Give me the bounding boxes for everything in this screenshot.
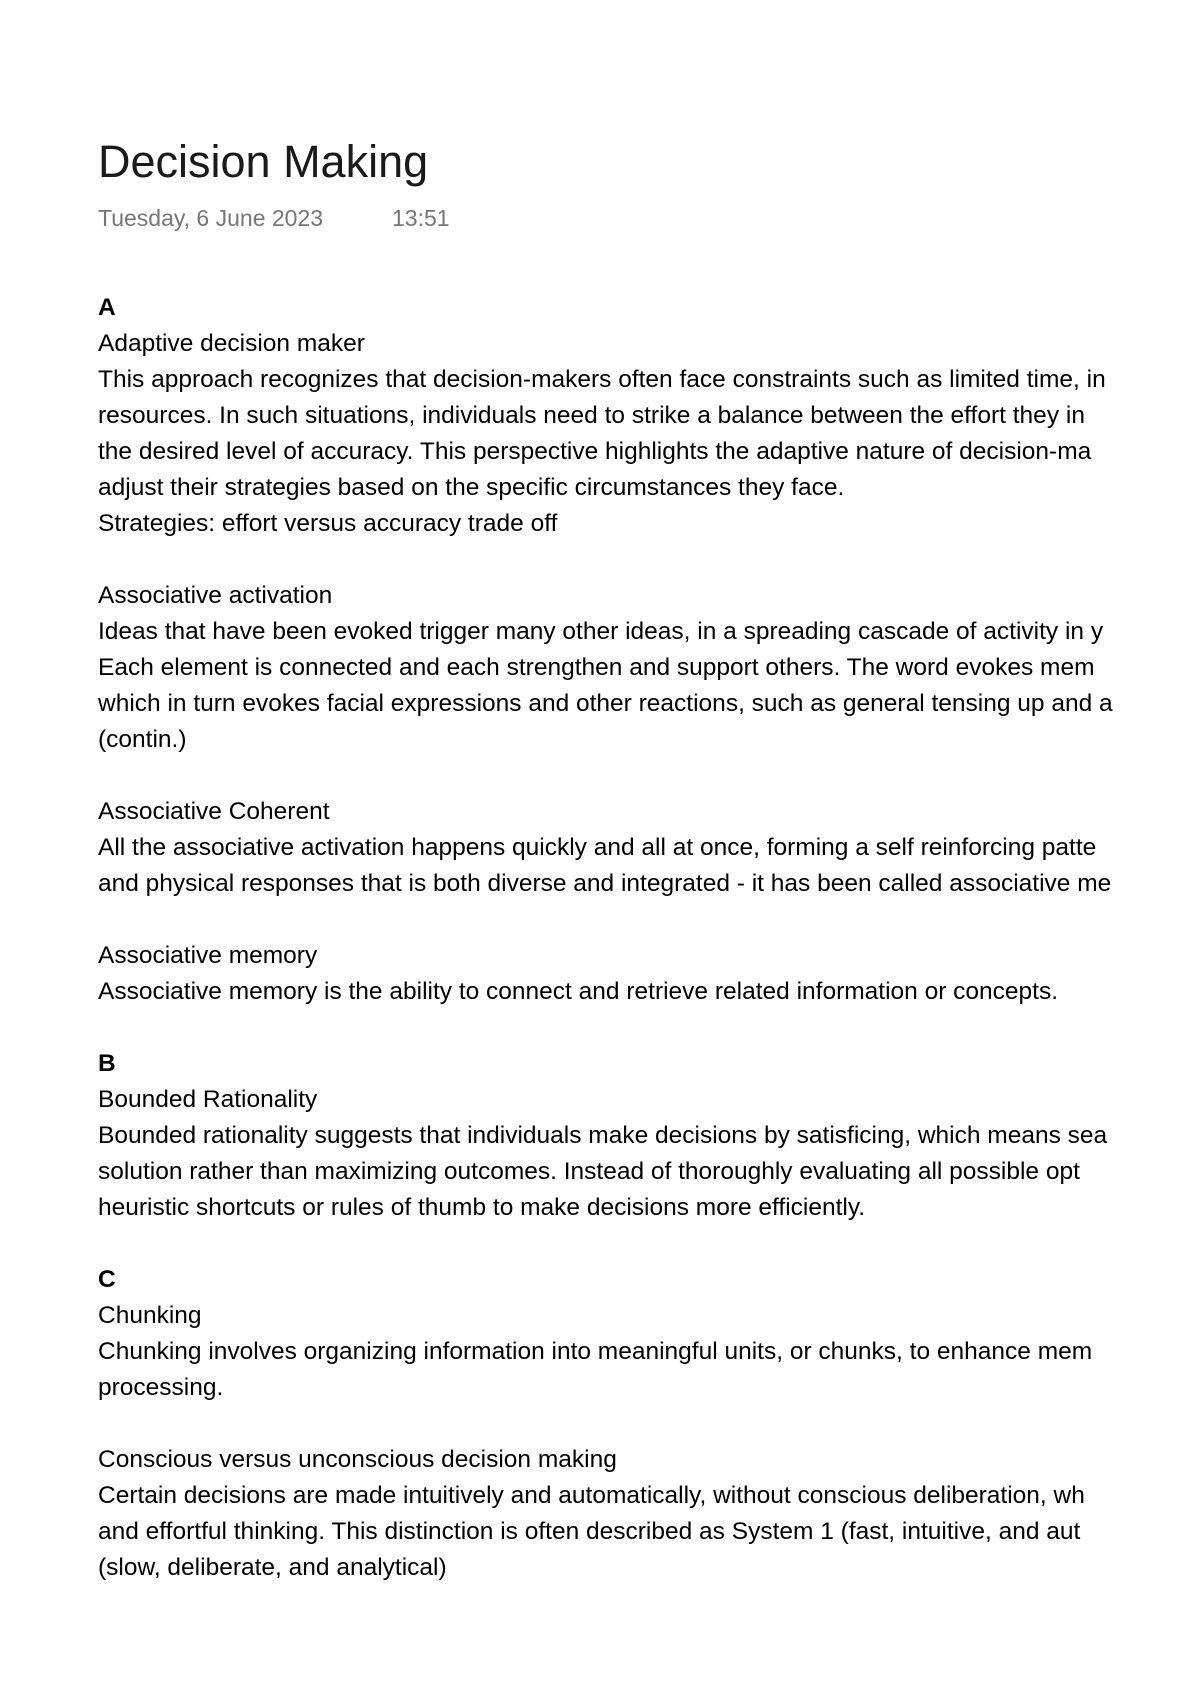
paragraph-gap [98, 1010, 1200, 1046]
page-date: Tuesday, 6 June 2023 [98, 205, 324, 231]
entry-term: Conscious versus unconscious decision making [98, 1446, 617, 1473]
entry-term: Adaptive decision maker [98, 330, 365, 357]
paragraph-gap [98, 758, 1200, 794]
section-letter-b: B [98, 1050, 116, 1077]
entry-text-line: and physical responses that is both diverse and integrated - it has been called associative me [98, 870, 1112, 897]
entry-text-line: All the associative activation happens quickly and all at once, forming a self reinforcing patte [98, 834, 1097, 861]
entry-text-line: Ideas that have been evoked trigger many other ideas, in a spreading cascade of activity in y [98, 618, 1104, 645]
page-title: Decision Making [98, 136, 429, 187]
entry-term: Bounded Rationality [98, 1086, 318, 1113]
entry-text-line: Strategies: effort versus accuracy trade off [98, 510, 558, 537]
entry-text-line: and effortful thinking. This distinction is often described as System 1 (fast, intuitive, and aut [98, 1518, 1081, 1545]
entry-term: Chunking [98, 1302, 202, 1329]
entry-text-line: (contin.) [98, 726, 187, 753]
note-body [98, 290, 1200, 1580]
entry-text-line: (slow, deliberate, and analytical) [98, 1554, 447, 1580]
entry-text-line: resources. In such situations, individuals need to strike a balance between the effort they in [98, 402, 1085, 429]
paragraph-gap [98, 1406, 1200, 1442]
entry-text-line: Each element is connected and each strengthen and support others. The word evokes mem [98, 654, 1095, 681]
paragraph-gap [98, 1226, 1200, 1262]
entry-text-line: Associative memory is the ability to connect and retrieve related information or concepts. [98, 978, 1059, 1005]
section-letter-a: A [98, 294, 116, 321]
entry-text-line: Certain decisions are made intuitively and automatically, without conscious deliberation, wh [98, 1482, 1085, 1509]
entry-text-line: adjust their strategies based on the specific circumstances they face. [98, 474, 845, 501]
entry-text-line: Chunking involves organizing information into meaningful units, or chunks, to enhance mem [98, 1338, 1093, 1365]
entry-term: Associative activation [98, 582, 333, 609]
page-time: 13:51 [392, 205, 450, 231]
entry-term: Associative Coherent [98, 798, 330, 825]
entry-text-line: heuristic shortcuts or rules of thumb to make decisions more efficiently. [98, 1194, 866, 1221]
entry-text-line: solution rather than maximizing outcomes. Instead of thoroughly evaluating all possible opt [98, 1158, 1080, 1185]
paragraph-gap [98, 902, 1200, 938]
entry-text-line: Bounded rationality suggests that individuals make decisions by satisficing, which means sea [98, 1122, 1108, 1149]
entry-term: Associative memory [98, 942, 318, 969]
entry-text-line: which in turn evokes facial expressions and other reactions, such as general tensing up and a [98, 690, 1113, 717]
entry-text-line: the desired level of accuracy. This perspective highlights the adaptive nature of decision-ma [98, 438, 1092, 465]
entry-text-line: processing. [98, 1374, 224, 1401]
section-letter-c: C [98, 1266, 116, 1293]
paragraph-gap [98, 542, 1200, 578]
entry-text-line: This approach recognizes that decision-makers often face constraints such as limited time, in [98, 366, 1106, 393]
